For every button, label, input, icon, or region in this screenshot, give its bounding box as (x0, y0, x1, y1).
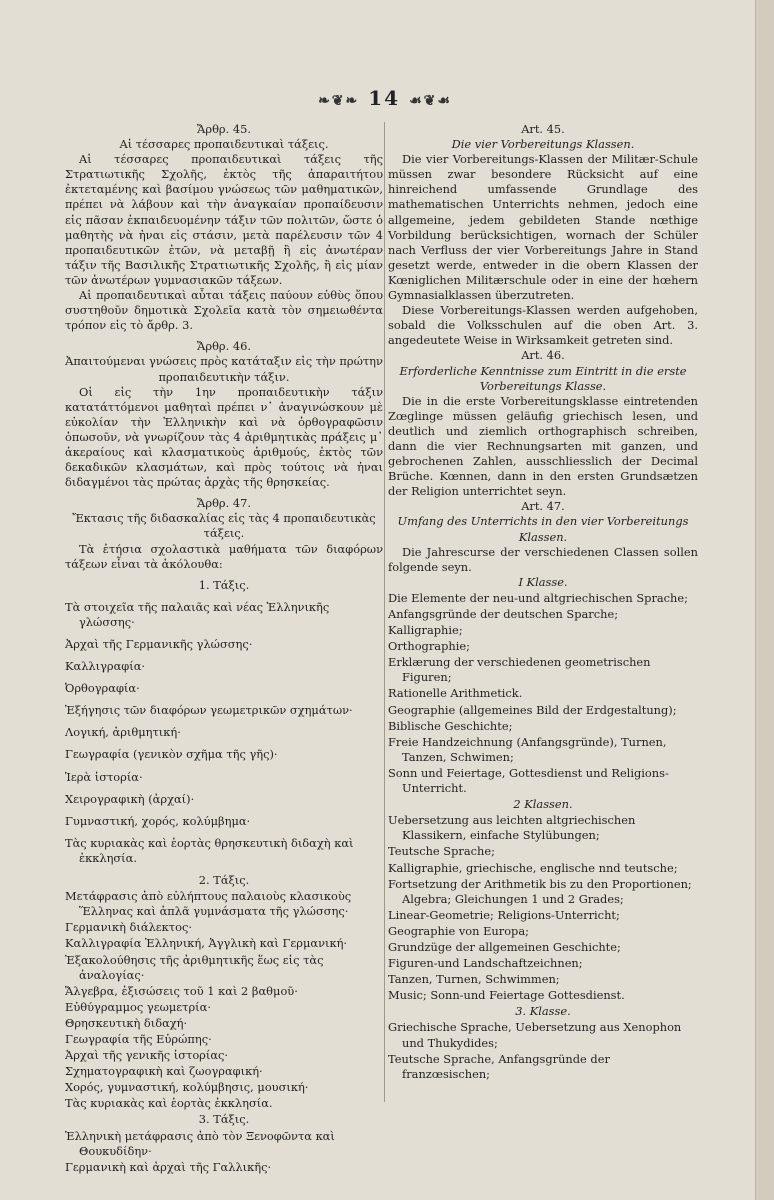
list-item: Orthographie; (388, 639, 470, 654)
list-item: Griechische Sprache, Uebersetzung aus Xenophon und Thukydides; (388, 1020, 682, 1050)
list-item: Γυμναστική, χορός, κολύμβημα· (65, 813, 251, 828)
list-item: Ἱερὰ ἱστορία· (65, 769, 143, 784)
list-item: Figuren-und Landschaftzeichnen; (388, 956, 583, 971)
class2-list-de (388, 813, 698, 1003)
list-item: Ὀρθογραφία· (65, 681, 140, 696)
art47-intro: Τὰ ἐτήσια σχολαστικὰ μαθήματα τῶν διαφόρων τάξεων εἶναι τὰ ἀκόλουθα: (65, 541, 383, 571)
list-item: Καλλιγραφία· (65, 659, 146, 674)
list-item: Teutsche Sprache; (388, 844, 495, 859)
list-item: Geographie (allgemeines Bild der Erdgestaltung); (388, 702, 677, 717)
list-item: Καλλιγραφία Ἑλληνική, Ἀγγλικὴ καὶ Γερμανική· (65, 936, 348, 951)
list-item: Ἐξακολούθησις τῆς ἀριθμητικῆς ἕως εἰς τὰς ἀναλογίας· (65, 952, 324, 982)
column-divider (384, 122, 385, 1102)
list-item: Τὰς κυριακὰς καὶ ἑορτὰς θρησκευτικὴ διδαχὴ καὶ ἐκκλησία. (65, 835, 354, 865)
list-item: Ἄλγεβρα, ἐξισώσεις τοῦ 1 καὶ 2 βαθμοῦ· (65, 983, 298, 998)
art47-title: Ἔκτασις τῆς διδασκαλίας εἰς τὰς 4 προπαιδευτικὰς τάξεις. (72, 511, 376, 541)
list-item: Uebersetzung aus leichten altgriechischen Klassikern, einfache Stylübungen; (388, 813, 636, 843)
list-item: Τὰ στοιχεῖα τῆς παλαιᾶς καὶ νέας Ἑλληνικῆς γλώσσης· (65, 599, 330, 629)
art46-heading: Ἄρθρ. 46. (197, 339, 251, 354)
list-item: Kalligraphie; (388, 623, 463, 638)
list-item: Teutsche Sprache, Anfangsgründe der franzœsischen; (388, 1051, 610, 1081)
list-item: Ἑλληνικὴ μετάφρασις ἀπὸ τὸν Ξενοφῶντα καὶ Θουκυδίδην· (65, 1128, 335, 1158)
list-item: Rationelle Arithmetick. (388, 686, 523, 701)
class1-heading-de: I Klasse. (518, 574, 568, 589)
art46-heading-de: Art. 46. (521, 348, 565, 363)
list-item: Ἐξήγησις τῶν διαφόρων γεωμετρικῶν σχημάτων· (65, 703, 353, 718)
list-item: Γερμανικὴ διάλεκτος· (65, 920, 192, 935)
list-item: Γερμανικὴ καὶ ἀρχαὶ τῆς Γαλλικῆς· (65, 1159, 272, 1174)
class1-list-de (388, 591, 698, 796)
list-item: Linear-Geometrie; Religions-Unterricht; (388, 907, 620, 922)
art47-heading: Ἄρθρ. 47. (197, 496, 251, 511)
list-item: Ἀρχαὶ τῆς Γερμανικῆς γλώσσης· (65, 637, 253, 651)
list-item: Kalligraphie, griechische, englische nnd teutsche; (388, 860, 678, 875)
list-item: Μετάφρασις ἀπὸ εὐλήπτους παλαιοὺς κλασικοὺς Ἕλληνας καὶ ἁπλᾶ γυμνάσματα τῆς γλώσσης· (65, 889, 352, 919)
art45-heading: Ἄρθρ. 45. (197, 122, 251, 136)
class3-list-de (388, 1020, 698, 1081)
list-item: Εὐθύγραμμος γεωμετρία· (65, 999, 211, 1014)
list-item: Grundzüge der allgemeinen Geschichte; (388, 939, 621, 954)
list-item: Σχηματογραφικὴ καὶ ζωογραφική· (65, 1064, 263, 1079)
list-item: Fortsetzung der Arithmetik bis zu den Proportionen; Algebra; Gleichungen 1 und 2 Grades; (388, 876, 692, 906)
art47-intro-de: Die Jahrescurse der verschiedenen Classen sollen folgende seyn. (388, 544, 698, 574)
list-item: Erklærung der verschiedenen geometrischen Figuren; (388, 655, 651, 685)
ornament-right: ☙❦☙ (409, 93, 452, 109)
list-item: Biblische Geschichte; (388, 718, 513, 733)
art46-paragraph-de: Die in die erste Vorbereitungsklasse eintretenden Zœglinge müssen geläufig griechisch lesen, und deutlich und ziemlich orthographisch schreiben, dann die vier Rechnungsarten mit ganzen, und gebrochenen Zahlen, ausschliesslich der Decimal Brüche. Kœnnen, dann in den ersten Grundsætzen der Religion unterrichtet seyn. (388, 393, 698, 499)
art46-title-de: Erforderliche Kenntnisse zum Eintritt in die erste Vorbereitungs Klasse. (399, 363, 687, 393)
list-item: Die Elemente der neu-und altgriechischen Sprache; (388, 590, 688, 605)
list-item: Λογική, ἀριθμητική· (65, 725, 181, 740)
art45-title: Αἱ τέσσαρες προπαιδευτικαὶ τάξεις. (119, 137, 329, 152)
list-item: Geographie von Europa; (388, 923, 529, 938)
list-item: Γεωγραφία τῆς Εὐρώπης· (65, 1031, 212, 1046)
page-header (300, 86, 470, 110)
class2-list (65, 889, 383, 1111)
greek-column (65, 122, 383, 1176)
list-item: Freie Handzeichnung (Anfangsgründe), Turnen, Tanzen, Schwimen; (388, 734, 667, 764)
art45-paragraph-2: Αἱ προπαιδευτικαὶ αὗται τάξεις παύουν εὐθὺς ὅπου συστηθοῦν δημοτικὰ Σχολεῖα κατὰ τὸν σημειωθέντα τρόπον εἰς τὸ ἄρθρ. 3. (65, 288, 383, 333)
class3-list (65, 1129, 383, 1175)
class3-heading-de: 3. Klasse. (515, 1004, 571, 1019)
list-item: Θρησκευτικὴ διδαχή· (65, 1015, 188, 1030)
art45-paragraph-2-de: Diese Vorbereitungs-Klassen werden aufgehoben, sobald die Volksschulen auf die oben Art. 3. angedeutete Weise in Wirksamkeit getreten sind. (388, 303, 698, 348)
art45-paragraph-1: Αἱ τέσσαρες προπαιδευτικαὶ τάξεις τῆς Στρατιωτικῆς Σχολῆς, ἐκτὸς τῆς ἀπαραιτήτου ἐκτεταμένης καὶ βασίμου γνώσεως τῶν μαθηματικῶν, πρέπει νὰ λάβουν καὶ τὴν ἀναγκαίαν προπαίδευσιν εἰς πᾶσαν ἐκπαιδευομένην τάξιν τῶν πολιτῶν, ὥστε ὁ μαθητὴς νὰ ἠναι εἰς στάσιν, μετὰ παρέλευσιν τῶν 4 προπαιδευτικῶν ἐτῶν, νὰ μεταβῇ ἢ εἰς ἀνωτέραν τάξιν τῆς Βασιλικῆς Στρατιωτικῆς Σχολῆς, ἢ εἰς μίαν τῶν ἀνωτέρων γυμνασιακῶν τάξεων. (65, 152, 383, 287)
list-item: Χορός, γυμναστική, κολύμβησις, μουσική· (65, 1080, 309, 1095)
art45-paragraph-1-de: Die vier Vorbereitungs-Klassen der Militær-Schule müssen zwar besondere Rücksicht auf eine hinreichend umfassende Grundlage des mathematischen Unterrichts nehmen, jedoch eine allgemeine, jedem gebildeten Stande nœthige Vorbildung berücksichtigen, wornach der Schüler nach Verfluss der vier Vorbereitungs Jahre in Stand gesetzt werde, entweder in die obern Klassen der Kœniglichen Militærschule oder in eine der hœhern Gymnasialklassen überzutreten. (388, 152, 698, 303)
list-item: Music; Sonn-und Feiertage Gottesdienst. (388, 988, 625, 1003)
german-column (388, 122, 698, 1083)
class1-heading: 1. Τάξις. (198, 577, 250, 592)
art46-title: Ἀπαιτούμεναι γνώσεις πρὸς κατάταξιν εἰς τὴν πρώτην προπαιδευτικὴν τάξιν. (65, 354, 383, 384)
class1-list (65, 600, 383, 866)
page-edge (755, 0, 774, 1200)
list-item: Anfangsgründe der deutschen Sparche; (388, 607, 619, 621)
list-item: Sonn und Feiertage, Gottesdienst und Religions-Unterricht. (388, 765, 669, 796)
class3-heading: 3. Τάξις. (198, 1112, 250, 1127)
art47-title-de: Umfang des Unterrichts in den vier Vorbereitungs Klassen. (397, 514, 689, 544)
list-item: Γεωγραφία (γενικὸν σχῆμα τῆς γῆς)· (65, 747, 278, 762)
class2-heading: 2. Τάξις. (198, 873, 250, 888)
ornament-left: ❧❦❧ (318, 93, 360, 109)
art45-title-de: Die vier Vorbereitungs Klassen. (451, 137, 635, 152)
art46-paragraph: Οἱ εἰς τὴν 1ην προπαιδευτικὴν τάξιν κατατάττόμενοι μαθηταὶ πρέπει ν᾿ ἀναγινώσκουν μὲ εὐκολίαν τὴν Ἑλληνικὴν καὶ νὰ ὀρθογραφῶσιν ὁπωσοῦν, νὰ γνωρίζουν τὰς 4 ἀριθμητικὰς πράξεις μ᾿ ἀκεραίους καὶ κλασματικοὺς ἀριθμούς, ἐκτὸς τῶν δεκαδικῶν κλασμάτων, καὶ πρὸς τούτοις νὰ ἠναι διδαγμένοι τὰς πρώτας ἀρχὰς τῆς θρησκείας. (65, 384, 383, 490)
list-item: Τὰς κυριακὰς καὶ ἑορτὰς ἐκκλησία. (65, 1096, 273, 1111)
page-number: 14 (368, 86, 401, 110)
art45-heading-de: Art. 45. (521, 122, 565, 136)
art47-heading-de: Art. 47. (521, 499, 565, 514)
list-item: Tanzen, Turnen, Schwimmen; (388, 972, 560, 987)
class2-heading-de: 2 Klassen. (513, 797, 573, 812)
list-item: Ἀρχαὶ τῆς γενικῆς ἱστορίας· (65, 1048, 229, 1063)
list-item: Χειρογραφικὴ (ἀρχαί)· (65, 791, 195, 806)
